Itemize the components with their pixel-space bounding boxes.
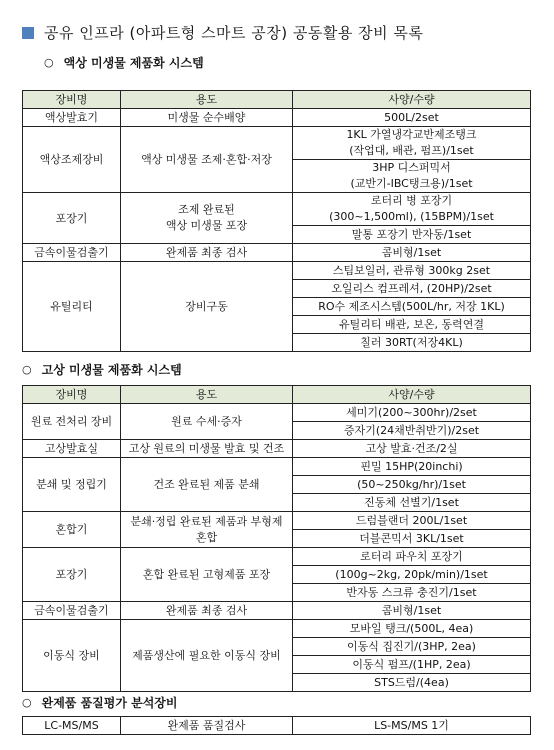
equip-use: 원료 수세·증자 [121,404,293,440]
equip-name: 금속이물검출기 [23,244,121,262]
table-row [23,602,531,620]
equip-use: 고상 원료의 미생물 발효 및 건조 [121,440,293,458]
equip-spec: 오일리스 컴프레셔, (20HP)/2set [293,280,531,298]
equip-spec: 칠러 30RT(저장4KL) [293,334,531,352]
page-title [22,22,423,43]
table-row [23,109,531,127]
equip-spec: 3HP 디스퍼믹서 (교반기-IBC탱크용)/1set [293,160,531,193]
equip-spec: 말통 포장기 반자동/1set [293,226,531,244]
section1-title: 액상 미생물 제품화 시스템 [63,56,204,70]
table-row [23,127,531,160]
equip-use: 완제품 최종 검사 [121,602,293,620]
table-header-row [23,386,531,404]
section2-heading [22,361,182,378]
equip-use: 완제품 최종 검사 [121,244,293,262]
equip-spec: 로터리 파우치 포장기 [293,548,531,566]
bullet-circle-icon: ○ [22,696,32,709]
equip-name: 혼합기 [23,512,121,548]
equip-spec: 반자동 스크류 충진기/1set [293,584,531,602]
table-row [23,244,531,262]
section3-heading [22,694,177,711]
equip-spec: (50~250kg/hr)/1set [293,476,531,494]
header-spec: 사양/수량 [293,91,531,109]
table-row [23,620,531,638]
equip-name: 금속이물검출기 [23,602,121,620]
equip-use: 건조 완료된 제품 분쇄 [121,458,293,512]
equip-use: 완제품 품질검사 [121,717,293,735]
equip-name: 고상발효실 [23,440,121,458]
table-row [23,193,531,226]
equip-spec: 1KL 가열냉각교반제조탱크 (작업대, 배관, 펌프)/1set [293,127,531,160]
table-row [23,404,531,422]
table-row [23,548,531,566]
table-section1 [22,90,531,352]
section1-heading [44,54,204,71]
equip-spec: 더블콘믹서 3KL/1set [293,530,531,548]
equip-use: 분쇄·정립 완료된 제품과 부형제 혼합 [121,512,293,548]
table-header-row [23,91,531,109]
bullet-circle-icon: ○ [22,363,32,376]
section3-title: 완제품 품질평가 분석장비 [41,696,178,710]
equip-use: 조제 완료된 액상 미생물 포장 [121,193,293,244]
equip-spec: 증자기(24채반취반기)/2set [293,422,531,440]
equip-spec: (100g~2kg, 20pk/min)/1set [293,566,531,584]
equip-spec: 로터리 병 포장기 (300~1,500ml), (15BPM)/1set [293,193,531,226]
equip-spec: LS-MS/MS 1기 [293,717,531,735]
section2-title: 고상 미생물 제품화 시스템 [41,363,182,377]
equip-use: 장비구동 [121,262,293,352]
equip-spec: 이동식 집진기/(3HP, 2ea) [293,638,531,656]
equip-name: 원료 전처리 장비 [23,404,121,440]
equip-name: 포장기 [23,548,121,602]
header-name: 장비명 [23,91,121,109]
equip-name: 액상조제장비 [23,127,121,193]
equip-spec: 모바일 탱크/(500L, 4ea) [293,620,531,638]
page-title-text: 공유 인프라 (아파트형 스마트 공장) 공동활용 장비 목록 [44,24,424,42]
equip-spec: 고상 발효·건조/2실 [293,440,531,458]
equip-use: 제품생산에 필요한 이동식 장비 [121,620,293,692]
table-row [23,512,531,530]
equip-spec: 500L/2set [293,109,531,127]
equip-spec: 콤비형/1set [293,244,531,262]
table-section2 [22,385,531,692]
equip-name: 액상발효기 [23,109,121,127]
equip-spec: STS드럼/(4ea) [293,674,531,692]
table-row [23,717,531,735]
table-row [23,458,531,476]
title-square-icon [22,27,34,39]
equip-spec: 콤비형/1set [293,602,531,620]
equip-spec: 드럼블랜더 200L/1set [293,512,531,530]
equip-spec: 이동식 펌프/(1HP, 2ea) [293,656,531,674]
equip-use: 액상 미생물 조제·혼합·저장 [121,127,293,193]
header-use: 용도 [121,386,293,404]
equip-spec: 진동체 선별기/1set [293,494,531,512]
equip-name: LC-MS/MS [23,717,121,735]
header-spec: 사양/수량 [293,386,531,404]
table-section3 [22,716,531,735]
table-row [23,440,531,458]
equip-spec: 유틸리티 배관, 보온, 동력연결 [293,316,531,334]
header-use: 용도 [121,91,293,109]
equip-name: 포장기 [23,193,121,244]
equip-name: 분쇄 및 정립기 [23,458,121,512]
equip-name: 유틸리티 [23,262,121,352]
equip-name: 이동식 장비 [23,620,121,692]
header-name: 장비명 [23,386,121,404]
equip-use: 미생물 순수배양 [121,109,293,127]
equip-spec: 스팀보일러, 관류형 300kg 2set [293,262,531,280]
equip-spec: 핀밀 15HP(20inchi) [293,458,531,476]
table-row [23,262,531,280]
bullet-circle-icon: ○ [44,56,54,69]
equip-spec: 세미기(200~300hr)/2set [293,404,531,422]
equip-spec: RO수 제조시스템(500L/hr, 저장 1KL) [293,298,531,316]
equip-use: 혼합 완료된 고형제품 포장 [121,548,293,602]
